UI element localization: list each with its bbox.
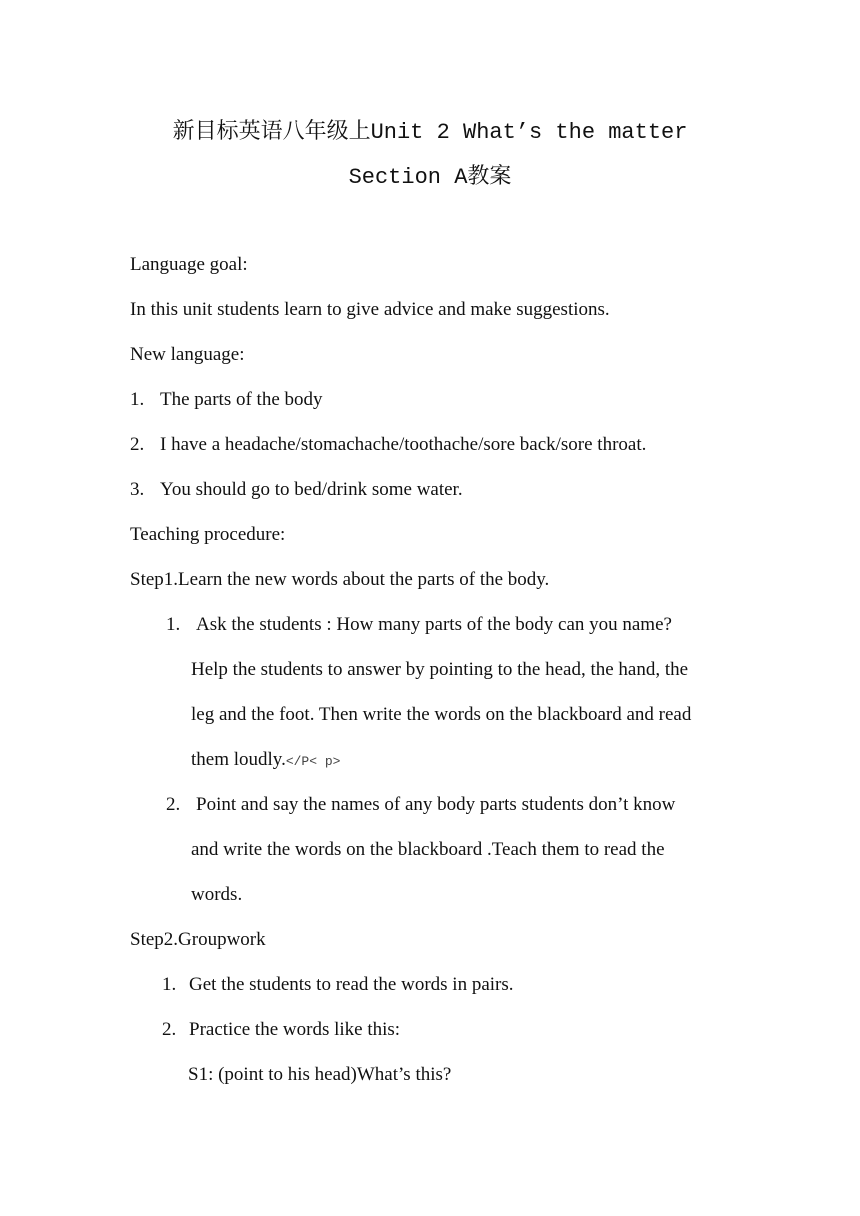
item-text: Practice the words like this: (189, 1019, 401, 1040)
item-number: 3. (130, 479, 145, 500)
stray-html-tag-text: </P< p> (285, 754, 341, 769)
step1-item-1-line: leg and the foot. Then write the words on the blackboard and read (191, 704, 692, 725)
step1-item-1-line: Help the students to answer by pointing to the head, the hand, the (191, 659, 689, 680)
item-text: You should go to bed/drink some water. (160, 479, 463, 500)
item-number: 1. (166, 614, 181, 635)
new-language-item (130, 478, 463, 502)
item-text: I have a headache/stomachache/toothache/sore back/sore throat. (160, 434, 647, 455)
item-number: 2. (166, 794, 181, 815)
step1-item-2-first-line (166, 793, 675, 817)
title-section-part: Section A (348, 165, 468, 190)
step2-item (162, 1018, 400, 1042)
item-number: 1. (130, 389, 145, 410)
item-text: Point and say the names of any body parts students don’t know (196, 794, 676, 815)
document-title-line-2 (0, 159, 860, 190)
item-text: Get the students to read the words in pairs. (189, 974, 514, 995)
step1-item-2-line: and write the words on the blackboard .Teach them to read the (191, 839, 665, 860)
step1-item-1-first-line (166, 613, 672, 637)
new-language-label: New language: (130, 344, 245, 365)
title-unit-part: Unit 2 What’s the matter (370, 120, 688, 145)
new-language-item (130, 433, 646, 457)
step2-heading: Step2.Groupwork (130, 929, 266, 950)
teaching-procedure-label: Teaching procedure: (130, 524, 286, 545)
step1-item-1-last-line (191, 748, 340, 774)
language-goal-label: Language goal: (130, 254, 248, 275)
language-goal-text: In this unit students learn to give advice and make suggestions. (130, 299, 610, 320)
title-lesson-plan-part: 教案 (467, 164, 512, 189)
new-language-item (130, 388, 323, 412)
title-chinese-part: 新目标英语八年级上 (172, 119, 371, 144)
item-text: them loudly. (191, 749, 286, 770)
item-text: The parts of the body (160, 389, 323, 410)
item-number: 2. (162, 1019, 177, 1040)
item-text: Ask the students : How many parts of the body can you name? (196, 614, 672, 635)
document-title-line-1 (0, 114, 860, 145)
step2-item (162, 973, 514, 997)
item-number: 2. (130, 434, 145, 455)
step1-heading: Step1.Learn the new words about the parts of the body. (130, 569, 550, 590)
item-number: 1. (162, 974, 177, 995)
step2-dialogue-line: S1: (point to his head)What’s this? (188, 1064, 452, 1085)
step1-item-2-line: words. (191, 884, 243, 905)
